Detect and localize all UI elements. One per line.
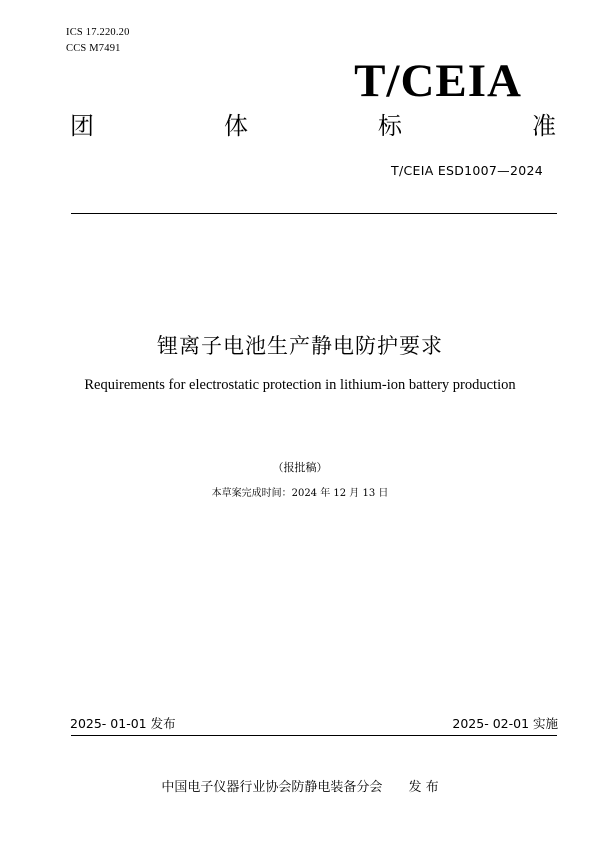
standard-logo: T/CEIA	[354, 55, 522, 107]
standard-type-char: 标	[378, 112, 402, 140]
ccs-code: CCS M7491	[66, 43, 121, 54]
standard-number: T/CEIA ESD1007—2024	[391, 163, 543, 178]
ics-code: ICS 17.220.20	[66, 27, 130, 38]
document-title-english: Requirements for electrostatic protection in lithium-ion battery production	[84, 377, 516, 393]
publish-action: 发 布	[408, 780, 439, 795]
publisher-name: 中国电子仪器行业协会防静电装备分会	[161, 780, 383, 795]
standard-type-char: 团	[70, 112, 94, 140]
standard-type-char: 体	[224, 112, 248, 140]
footer-divider	[71, 735, 557, 736]
publish-date: 2025- 01-01 发布	[70, 716, 176, 731]
publisher-line	[0, 776, 600, 795]
header-divider	[71, 213, 557, 214]
draft-completion-date: 本草案完成时间：2024 年 12 月 13 日	[211, 488, 389, 499]
document-title-chinese: 锂离子电池生产静电防护要求	[157, 334, 443, 358]
effective-date: 2025- 02-01 实施	[452, 716, 558, 731]
standard-type-char: 准	[532, 112, 556, 140]
draft-status-label: （报批稿）	[272, 461, 328, 474]
standard-type	[70, 114, 556, 138]
